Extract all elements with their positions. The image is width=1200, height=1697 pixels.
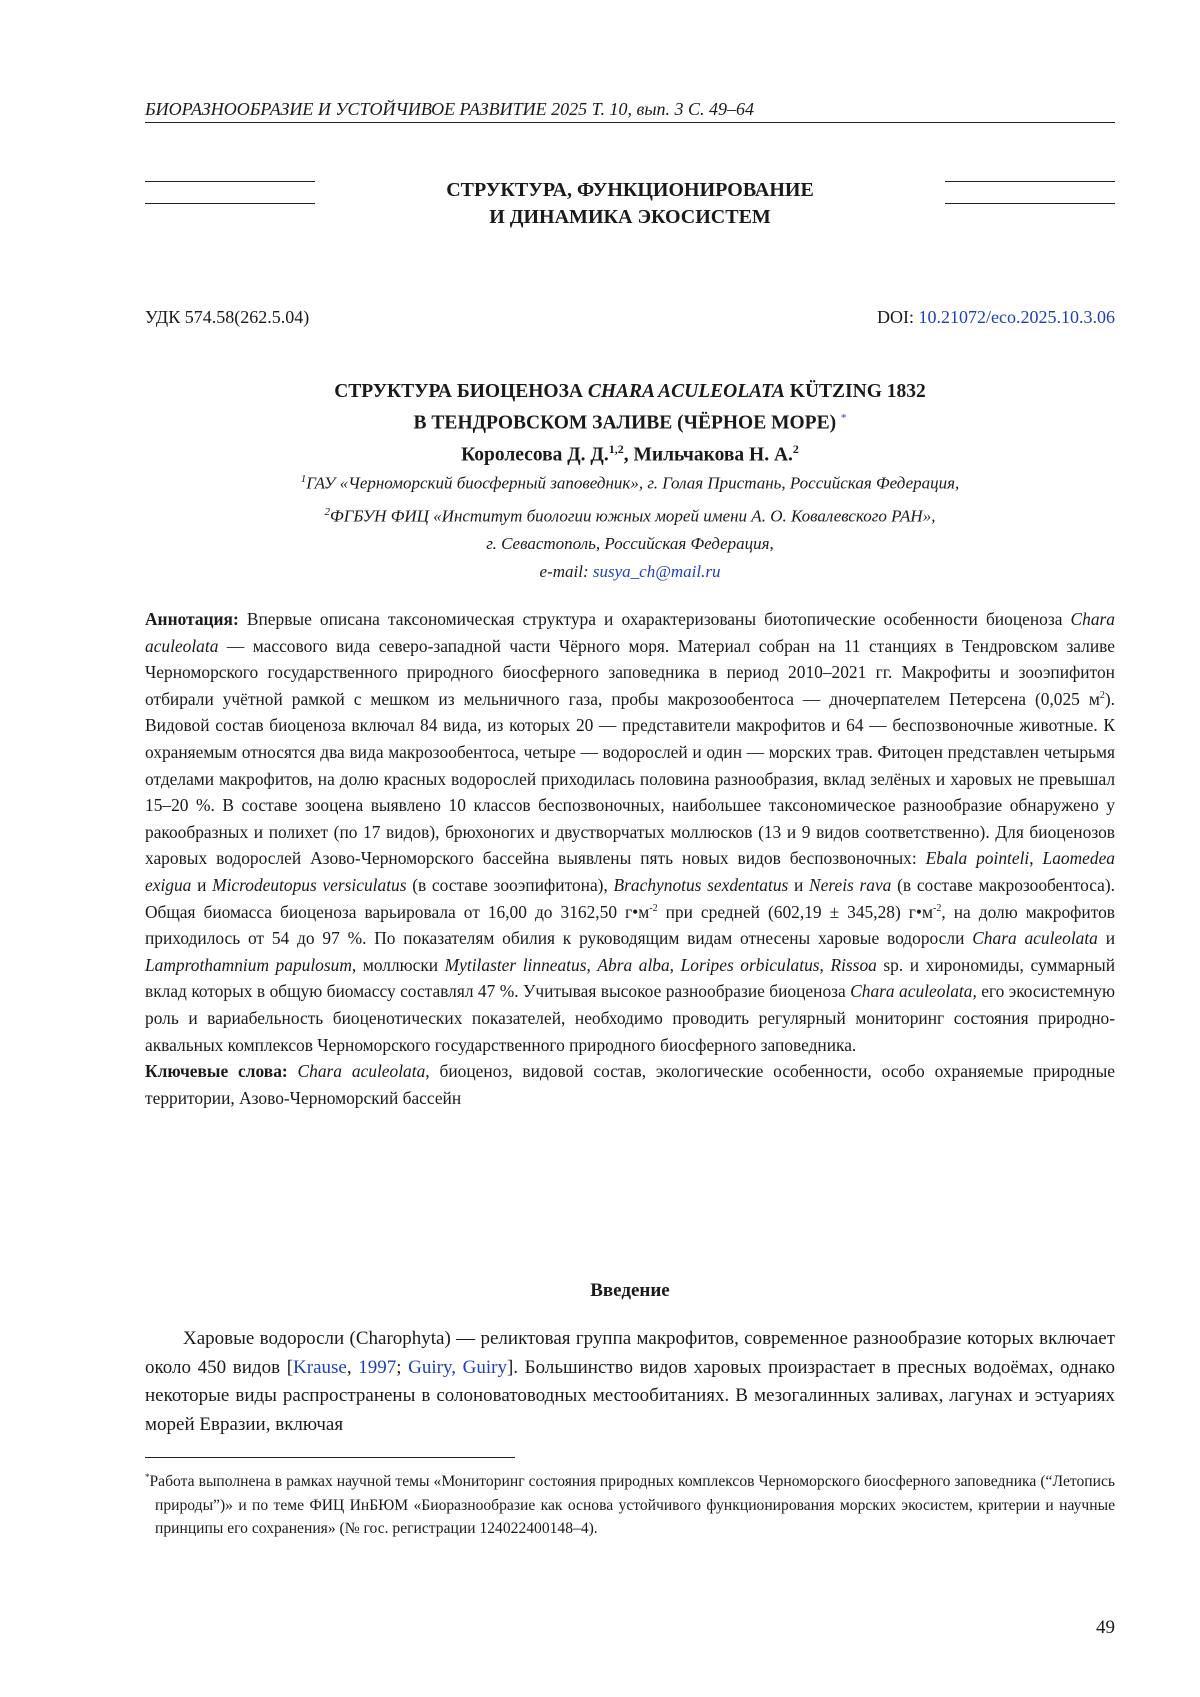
footnote-mark: * <box>145 1472 150 1482</box>
species-name: Chara aculeolata, <box>850 981 977 1002</box>
citation-link[interactable]: Guiry, Guiry <box>408 1356 507 1378</box>
doi-label: DOI: <box>877 307 915 327</box>
article-title-line1 <box>145 378 1115 405</box>
footnote-rule <box>145 1457 515 1458</box>
species-name: Chara aculeolata <box>145 609 1115 656</box>
title-footnote-mark[interactable]: * <box>840 412 847 424</box>
footnote-text: Работа выполнена в рамках научной темы «Мониторинг состояния природных комплексов Черноморского биосферного заповедника (“Летопись природы”)» и по теме ФИЦ ИнБЮМ «Биоразнообразие как основа устойчивого функционирования морских экосистем, критерии и научные принципы его сохранения» (№ гос. регистрации 124022400148–4). <box>149 1473 1115 1538</box>
doi-link[interactable]: 10.21072/eco.2025.10.3.06 <box>918 307 1115 327</box>
running-head: БИОРАЗНООБРАЗИЕ И УСТОЙЧИВОЕ РАЗВИТИЕ 2025 Т. 10, вып. 3 С. 49–64 <box>145 98 1115 123</box>
intro-text: ; <box>396 1356 409 1378</box>
author-2-affil: 2 <box>792 442 799 456</box>
doi <box>877 307 1115 328</box>
title-line2: В ТЕНДРОВСКОМ ЗАЛИВЕ (ЧЁРНОЕ МОРЕ) <box>413 412 837 434</box>
section-title-line2: И ДИНАМИКА ЭКОСИСТЕМ <box>489 206 771 228</box>
title-part1: СТРУКТУРА БИОЦЕНОЗА <box>334 381 588 402</box>
udk-code: УДК 574.58(262.5.04) <box>145 307 310 327</box>
superscript: -2 <box>649 902 658 914</box>
citation-link[interactable]: Krause <box>293 1356 347 1378</box>
abstract-text: (в составе макрозообентоса). Общая биомасса биоценоза варьировала от 16,00 до 3162,50 г•м <box>145 874 1115 922</box>
section-title-line1: СТРУКТУРА, ФУНКЦИОНИРОВАНИЕ <box>446 179 814 201</box>
species-name: Loripes orbiculatus <box>680 954 820 975</box>
superscript: 2 <box>1099 689 1105 701</box>
author-2: Мильчакова Н. А. <box>633 444 793 466</box>
species-name: Ebala pointeli <box>925 848 1030 869</box>
abstract-text: , моллюски <box>351 954 445 975</box>
intro-body <box>145 1325 1115 1439</box>
footnote-paragraph <box>145 1466 1115 1541</box>
intro-text: , <box>346 1356 359 1378</box>
species-name: Laomedea exigua <box>145 848 1115 895</box>
email-line <box>145 558 1115 586</box>
affiliation-2-text: ФГБУН ФИЦ «Институт биологии южных морей имени А. О. Ковалевского РАН», <box>330 506 936 526</box>
intro-paragraph <box>145 1325 1115 1439</box>
section-title <box>145 177 1115 231</box>
species-name: Mytilaster linneatus <box>444 954 587 975</box>
keywords-text: , биоценоз, видовой состав, экологические особенности, особо охраняемые природные территории, Азово-Черноморский бассейн <box>145 1061 1115 1108</box>
species-name: Chara aculeolata <box>972 928 1098 949</box>
title-species: CHARA ACULEOLATA <box>587 381 785 402</box>
abstract-text: и <box>788 874 810 895</box>
abstract-text: , <box>669 954 681 975</box>
abstract-text: ). Видовой состав биоценоза включал 84 вида, из которых 20 — представители макрофитов и 64 — беспозвоночные животные. К охраняемым относятся два вида макрозообентоса, четыре — водорослей и один — морских трав. Фитоцен представлен четырьмя отделами макрофитов, на долю красных водорослей приходилась половина разнообразия, вклад зелёных и харовых не превышал 15–20 %. В составе зооцена выявлено 10 классов беспозвоночных, наибольшее таксономическое разнообразие обнаружено у ракообразных и полихет (по 17 видов), брюхоногих и двустворчатых моллюсков (13 и 9 видов соответственно). Для биоценозов харовых водорослей Азово-Черноморского бассейна выявлены пять новых видов беспозвоночных: <box>145 688 1115 869</box>
email-label: e-mail: <box>539 562 593 582</box>
abstract-text: Впервые описана таксономическая структура и охарактеризованы биотопические особенности биоценоза <box>238 609 1071 629</box>
abstract-paragraph <box>145 606 1115 1058</box>
species-name: Chara aculeolata <box>297 1061 426 1082</box>
section-heading <box>145 179 1115 250</box>
affiliation-2-city: г. Севастополь, Российская Федерация, <box>486 534 774 554</box>
abstract-text: , <box>586 954 598 975</box>
affiliations <box>145 465 1115 586</box>
abstract-text: при средней (602,19 ± 345,28) г•м <box>657 901 933 922</box>
affiliation-2-mark: 2 <box>324 505 331 518</box>
author-separator: , <box>623 444 634 466</box>
abstract-text: (в составе зооэпифитона), <box>406 874 614 895</box>
article-title-line2 <box>145 405 1115 437</box>
species-name: Nereis rava <box>809 874 892 895</box>
species-name: Lamprothamnium papulosum <box>145 954 352 975</box>
abstract-text: , на долю макрофитов приходилось от 54 до 97 %. По показателям обилия к руководящим видам отнесены харовые водоросли <box>145 901 1116 949</box>
abstract-label: Аннотация: <box>145 609 239 629</box>
abstract-text: — массового вида северо-западной части Чёрного моря. Материал собран на 11 станциях в Тендровском заливе Черноморского государственного природного биосферного заповедника в период 2010–2021 гг. Макрофиты и зооэпифитон отбирали учётной рамкой с мешком из мельничного газа, пробы макрозообентоса — дночерпателем Петерсена (0,025 м <box>145 635 1115 709</box>
affiliation-1-mark: 1 <box>300 473 307 485</box>
intro-text: Харовые водоросли (Charophyta) — реликтовая группа макрофитов, современное разнообразие которых включает около 450 видов [ <box>145 1328 1115 1378</box>
keywords <box>145 1058 1115 1111</box>
abstract-text: sp. и хирономиды, суммарный вклад которых в общую биомассу составлял 47 %. Учитывая высокое разнообразие биоценоза <box>145 954 1116 1002</box>
email-link[interactable]: susya_ch@mail.ru <box>592 562 721 582</box>
abstract-text: , <box>819 954 831 975</box>
page-number: 49 <box>1096 1617 1115 1638</box>
superscript: -2 <box>933 902 942 914</box>
keywords-label: Ключевые слова: <box>145 1061 288 1082</box>
intro-text: ]. Большинство видов харовых произрастает в пресных водоёмах, однако некоторые виды распространены в солоноватоводных местообитаниях. В мезогалинных заливах, лагунах и эстуариях морей Евразии, включая <box>145 1356 1115 1435</box>
affiliation-1 <box>145 465 1115 498</box>
abstract-text: , <box>1029 848 1043 869</box>
species-name: Brachynotus sexdentatus <box>613 874 789 895</box>
abstract <box>145 606 1115 1111</box>
affiliation-1-text: ГАУ «Черноморский биосферный заповедник», г. Голая Пристань, Российская Федерация, <box>306 473 960 493</box>
author-1: Королесова Д. Д. <box>461 444 609 466</box>
abstract-text: и <box>191 874 213 895</box>
author-1-affil: 1,2 <box>608 442 624 456</box>
species-name: Microdeutopus versiculatus <box>212 874 407 895</box>
citation-link[interactable]: 1997 <box>358 1356 397 1378</box>
species-name: Rissoa <box>830 954 877 975</box>
authors <box>145 436 1115 469</box>
footnote <box>145 1466 1115 1541</box>
intro-heading: Введение <box>590 1280 670 1301</box>
title-part2: KÜTZING 1832 <box>784 381 926 402</box>
abstract-text: его экосистемную роль и вариабельность биоценотических показателей, необходимо проводить регулярный мониторинг состояния природно-аквальных комплексов Черноморского государственного природного биосферного заповедника. <box>145 981 1115 1055</box>
affiliation-2 <box>145 498 1115 531</box>
abstract-text: и <box>1097 928 1116 949</box>
article-page <box>145 0 1115 1697</box>
species-name: Abra alba <box>597 954 670 975</box>
article-title <box>145 378 1115 437</box>
